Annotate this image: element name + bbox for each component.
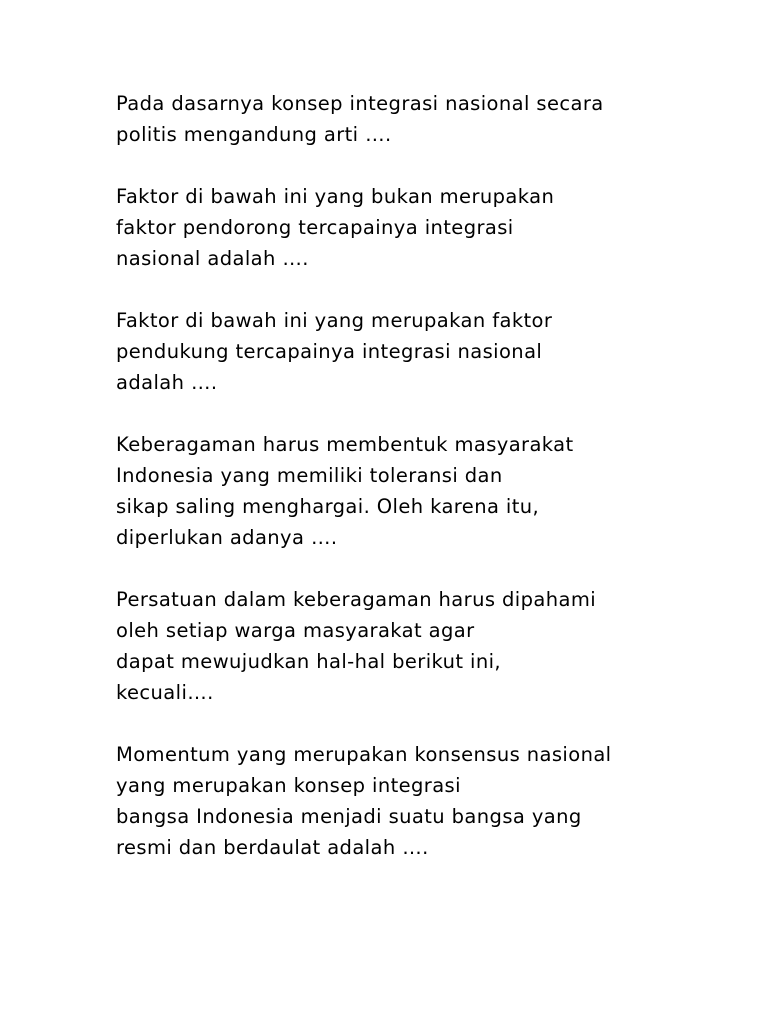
question-line: oleh setiap warga masyarakat agar	[116, 619, 475, 642]
question-line: kecuali….	[116, 681, 214, 704]
question-line: adalah ….	[116, 371, 218, 394]
question-1	[116, 88, 676, 150]
question-line: Indonesia yang memiliki toleransi dan	[116, 464, 503, 487]
question-line: Persatuan dalam keberagaman harus dipahami	[116, 588, 597, 611]
question-2	[116, 181, 676, 274]
question-line: politis mengandung arti ….	[116, 123, 392, 146]
question-line: faktor pendorong tercapainya integrasi	[116, 216, 514, 239]
question-line: Faktor di bawah ini yang merupakan faktor	[116, 309, 553, 332]
question-line: diperlukan adanya ….	[116, 526, 338, 549]
question-list	[116, 88, 676, 894]
question-4	[116, 429, 676, 553]
question-3	[116, 305, 676, 398]
question-line: yang merupakan konsep integrasi	[116, 774, 461, 797]
question-5	[116, 584, 676, 708]
question-line: Momentum yang merupakan konsensus nasional	[116, 743, 612, 766]
question-line: nasional adalah ….	[116, 247, 309, 270]
question-line: bangsa Indonesia menjadi suatu bangsa yang	[116, 805, 582, 828]
question-line: sikap saling menghargai. Oleh karena itu,	[116, 495, 540, 518]
question-line: resmi dan berdaulat adalah ….	[116, 836, 429, 859]
question-6	[116, 739, 676, 863]
question-line: dapat mewujudkan hal-hal berikut ini,	[116, 650, 501, 673]
question-line: pendukung tercapainya integrasi nasional	[116, 340, 543, 363]
question-line: Pada dasarnya konsep integrasi nasional secara	[116, 92, 604, 115]
question-line: Keberagaman harus membentuk masyarakat	[116, 433, 574, 456]
question-line: Faktor di bawah ini yang bukan merupakan	[116, 185, 555, 208]
